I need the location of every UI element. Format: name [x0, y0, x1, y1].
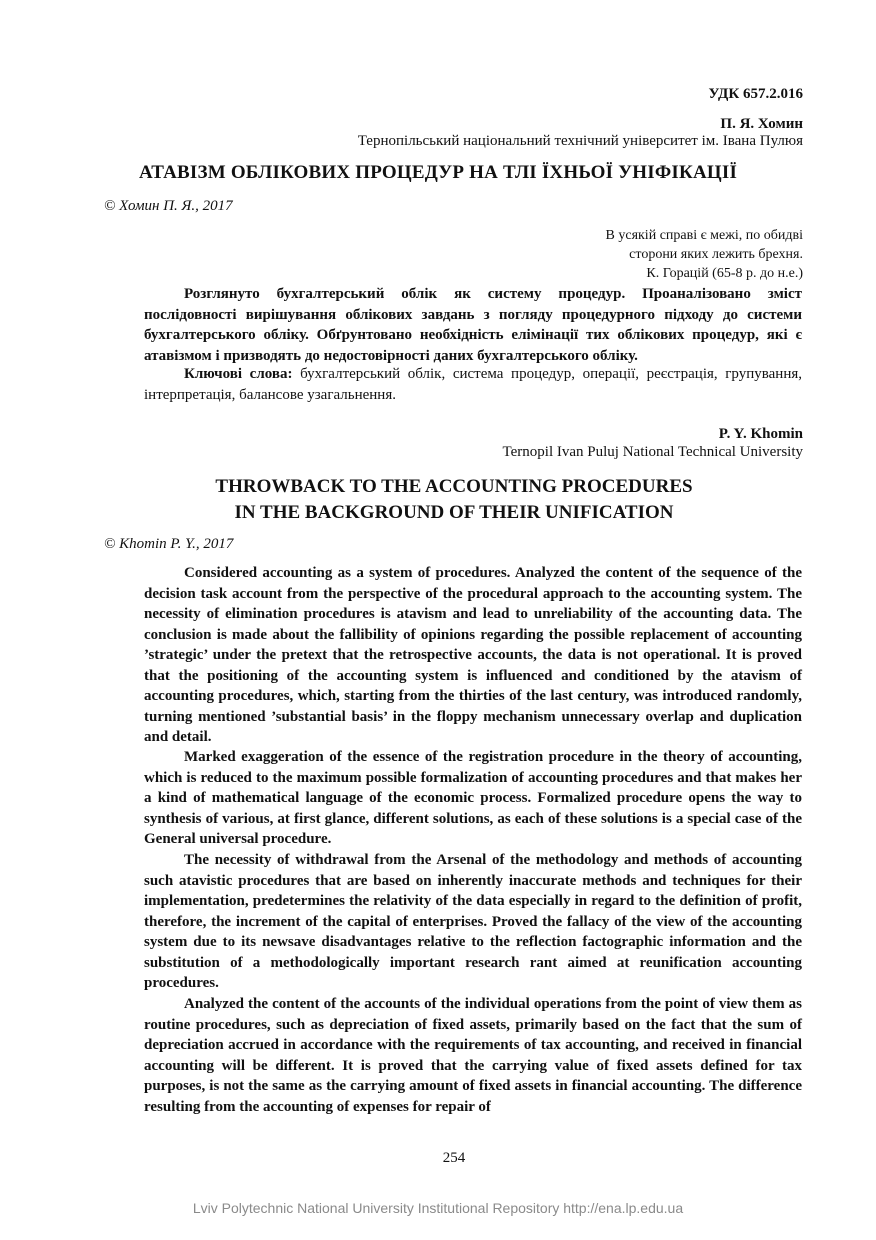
page-number: 254 — [442, 1150, 466, 1166]
abstract-english-paragraph: Considered accounting as a system of procedures. Analyzed the content of the sequence of the decision task account from the perspective of the procedural approach to the accounting system. The necessity of elimination procedures is atavism and lead to unreliability of the accounting data. The conclusion is made about the fallibility of opinions regarding the possible replacement of accounting ’strategic’ under the pretext that the retrospective accounts, the data is not operational. It is proved that the positioning of the accounting system is influenced and conditioned by the atavism of accounting procedures, which, starting from the thirties of the last century, was introduced randomly, turning mentioned ’substantial basis’ in the floppy mechanism unnecessary overlap and duplication and detail. — [144, 565, 802, 745]
title-line: IN THE BACKGROUND OF THEIR UNIFICATION — [234, 502, 674, 523]
author-name-ukrainian: П. Я. Хомин — [720, 116, 803, 132]
abstract-english-paragraph: Analyzed the content of the accounts of the individual operations from the point of view them as routine procedures, such as depreciation of fixed assets, primarily based on the fact that the sum of depreciation accrued in accordance with the requirements of tax accounting, and received in financial accounting will be different. It is proved that the carrying value of fixed assets defined for tax purposes, is not the same as the carrying amount of fixed assets in financial accounting. The difference resulting from the accounting of expenses for repair of — [144, 996, 802, 1115]
author-name-english: P. Y. Khomin — [718, 426, 803, 442]
copyright-ukrainian: © Хомин П. Я., 2017 — [104, 198, 233, 214]
repository-footer: Lviv Polytechnic National University Institutional Repository http://ena.lp.edu.ua — [192, 1200, 684, 1216]
epigraph-line: сторони яких лежить брехня. — [629, 247, 803, 262]
keywords-ukrainian — [144, 364, 802, 405]
epigraph — [606, 226, 803, 283]
udc-code: УДК 657.2.016 — [708, 86, 803, 102]
abstract-english-paragraph: Marked exaggeration of the essence of the registration procedure in the theory of accounting, which is reduced to the maximum possible formalization of accounting procedures and that makes her a kind of mathematical language of the economic process. Formalized procedure opens the way to synthesis of various, at first glance, different solutions, as each of these solutions is a special case of the General universal procedure. — [144, 749, 802, 847]
keywords-text: бухгалтерський облік, система процедур, операції, реєстрація, групування, інтерпретація, балансове узагальнення. — [144, 366, 802, 403]
copyright-english: © Khomin P. Y., 2017 — [104, 536, 234, 552]
title-line: THROWBACK TO THE ACCOUNTING PROCEDURES — [215, 476, 693, 497]
epigraph-attribution: К. Горацій (65-8 р. до н.е.) — [646, 266, 803, 281]
epigraph-line: В усякій справі є межі, по обидві — [605, 228, 803, 243]
affiliation-english: Ternopil Ivan Puluj National Technical University — [502, 444, 803, 460]
abstract-english-paragraph: The necessity of withdrawal from the Arsenal of the methodology and methods of accounting such atavistic procedures that are based on inherently inaccurate methods and techniques for their implementation, predetermines the relativity of the data especially in regard to the definition of profit, therefore, the increment of the capital of enterprises. Proved the fallacy of the view of the accounting system due to its newsave disadvantages relative to the reflection factographic information and the substitution of a methodologically important research rant aimed at reunification accounting procedures. — [144, 852, 802, 991]
affiliation-ukrainian: Тернопільський національний технічний університет ім. Івана Пулюя — [357, 133, 803, 149]
article-title-ukrainian: АТАВІЗМ ОБЛІКОВИХ ПРОЦЕДУР НА ТЛІ ЇХНЬОЇ УНІФІКАЦІЇ — [138, 162, 738, 183]
abstract-ukrainian: Розглянуто бухгалтерський облік як систему процедур. Проаналізовано зміст послідовності вирішування облікових завдань з погляду процедурного підходу до системи бухгалтерського обліку. Обґрунтовано необхідність елімінації тих облікових процедур, які є атавізмом і призводять до недостовірності даних бухгалтерського обліку. — [144, 286, 802, 364]
keywords-label: Ключові слова: — [184, 366, 293, 382]
article-title-english — [0, 474, 876, 526]
